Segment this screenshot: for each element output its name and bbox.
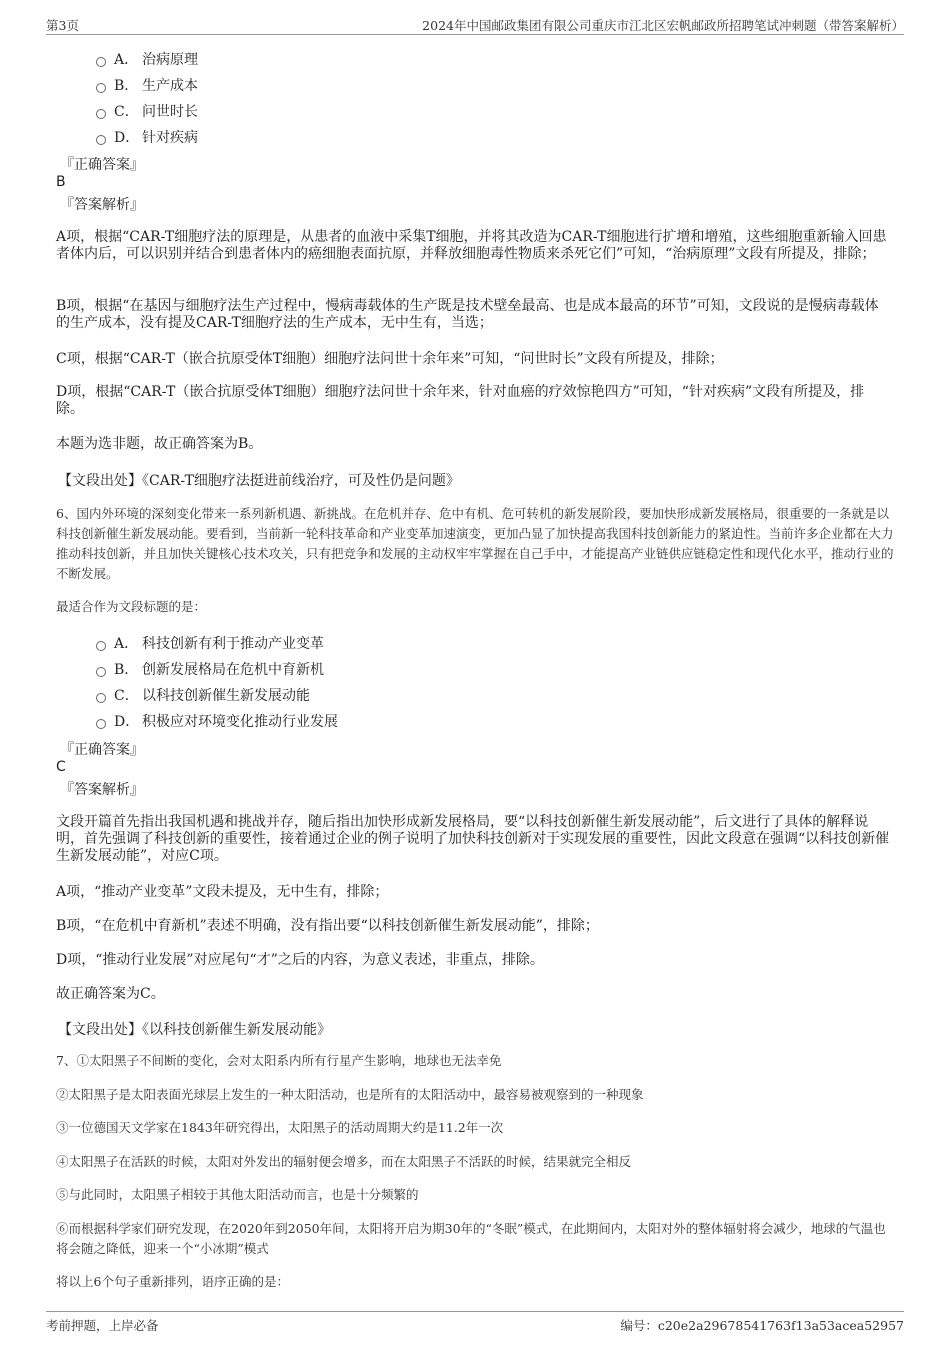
footer-slogan: 考前押题，上岸必备 — [46, 1318, 159, 1333]
q6-prompt: 最适合作为文段标题的是： — [56, 599, 207, 614]
q5-option-b[interactable]: B． 生产成本 — [96, 72, 856, 98]
document-code: 编号：c20e2a29678541763f13a53acea52957 — [620, 1318, 904, 1333]
radio-icon[interactable] — [96, 641, 106, 651]
q5-answer-label: 『正确答案』 — [60, 157, 144, 173]
radio-icon[interactable] — [96, 83, 106, 93]
q5-analysis-d: D项，根据“CAR-T（嵌合抗原受体T细胞）细胞疗法问世十余年来，针对血癌的疗效惊艳四方”可知，“针对疾病”文段有所提及，排除。 — [56, 384, 865, 417]
radio-icon[interactable] — [96, 693, 106, 703]
page-number: 第3页 — [46, 18, 79, 33]
q6-analysis-b: B项，“在危机中育新机”表述不明确，没有指出要“以科技创新催生新发展动能”，排除； — [56, 918, 599, 934]
q5-analysis-c: C项，根据“CAR-T（嵌合抗原受体T细胞）细胞疗法问世十余年来”可知，“问世时长”文段有所提及，排除； — [56, 351, 724, 367]
q6-option-c[interactable]: C． 以科技创新催生新发展动能 — [96, 682, 856, 708]
q6-source: 【文段出处】《以科技创新催生新发展动能》 — [58, 1022, 331, 1038]
q6-answer: C — [56, 759, 66, 775]
q5-option-a[interactable]: A． 治病原理 — [96, 46, 856, 72]
radio-icon[interactable] — [96, 667, 106, 677]
q7-sentence-3: ③一位德国天文学家在1843年研究得出，太阳黑子的活动周期大约是11.2年一次 — [56, 1120, 504, 1135]
radio-icon[interactable] — [96, 109, 106, 119]
q6-option-b[interactable]: B． 创新发展格局在危机中育新机 — [96, 656, 856, 682]
document-title: 2024年中国邮政集团有限公司重庆市江北区宏帆邮政所招聘笔试冲刺题（带答案解析） — [422, 18, 904, 33]
q7-sentence-4: ④太阳黑子在活跃的时候，太阳对外发出的辐射便会增多，而在太阳黑子不活跃的时候，结果就完全相反 — [56, 1154, 632, 1169]
page-footer — [46, 1311, 904, 1336]
q6-analysis-label: 『答案解析』 — [60, 782, 144, 798]
radio-icon[interactable] — [96, 719, 106, 729]
page-header — [46, 14, 904, 35]
q6-analysis-d: D项，“推动行业发展”对应尾句“才”之后的内容，为意义表述，非重点，排除。 — [56, 952, 544, 968]
q5-source: 【文段出处】《CAR-T细胞疗法挺进前线治疗，可及性仍是问题》 — [58, 473, 460, 489]
q6-option-d[interactable]: D． 积极应对环境变化推动行业发展 — [96, 708, 856, 734]
q6-option-a[interactable]: A． 科技创新有利于推动产业变革 — [96, 630, 856, 656]
q5-conclusion: 本题为选非题，故正确答案为B。 — [56, 436, 263, 452]
radio-icon[interactable] — [96, 135, 106, 145]
q5-option-d[interactable]: D． 针对疾病 — [96, 124, 856, 150]
q5-options — [96, 46, 856, 150]
q6-conclusion: 故正确答案为C。 — [56, 986, 165, 1002]
q6-options — [96, 630, 856, 734]
q7-sentence-1: 7、①太阳黑子不间断的变化，会对太阳系内所有行星产生影响，地球也无法幸免 — [56, 1053, 502, 1068]
q5-analysis-label: 『答案解析』 — [60, 197, 144, 213]
q6-answer-label: 『正确答案』 — [60, 742, 144, 758]
q7-prompt: 将以上6个句子重新排列，语序正确的是： — [56, 1274, 289, 1289]
q6-analysis-main: 文段开篇首先指出我国机遇和挑战并存，随后指出加快形成新发展格局，要“以科技创新催生新发展动能”，后文进行了具体的解释说明，首先强调了科技创新的重要性，接着通过企业的例子说明了加快科技创新对于实现发展的重要性，因此文段意在强调“以科技创新催生新发展动能”，对应C项。 — [56, 814, 890, 864]
q5-answer: B — [56, 174, 66, 190]
q7-sentence-2: ②太阳黑子是太阳表面光球层上发生的一种太阳活动，也是所有的太阳活动中，最容易被观察到的一种现象 — [56, 1087, 644, 1102]
radio-icon[interactable] — [96, 57, 106, 67]
q7-sentence-6: ⑥而根据科学家们研究发现，在2020年到2050年间，太阳将开启为期30年的“冬眠”模式，在此期间内，太阳对外的整体辐射将会减少，地球的气温也将会随之降低，迎来一个“小冰期”模式 — [56, 1221, 886, 1256]
q5-analysis-a: A项，根据“CAR-T细胞疗法的原理是，从患者的血液中采集T细胞，并将其改造为CAR-T细胞进行扩增和增殖，这些细胞重新输入回患者体内后，可以识别并结合到患者体内的癌细胞表面抗原，并释放细胞毒性物质来杀死它们”可知，“治病原理”文段有所提及，排除； — [56, 229, 887, 262]
q5-analysis-b: B项，根据“在基因与细胞疗法生产过程中，慢病毒载体的生产既是技术壁垒最高、也是成本最高的环节”可知，文段说的是慢病毒载体的生产成本，没有提及CAR-T细胞疗法的生产成本，无中生有，当选； — [56, 298, 879, 331]
q7-sentence-5: ⑤与此同时，太阳黑子相较于其他太阳活动而言，也是十分频繁的 — [56, 1187, 419, 1202]
q5-option-c[interactable]: C． 问世时长 — [96, 98, 856, 124]
q6-analysis-a: A项，“推动产业变革”文段未提及，无中生有，排除； — [56, 884, 389, 900]
q6-stem: 6、国内外环境的深刻变化带来一系列新机遇、新挑战。在危机并存、危中有机、危可转机的新发展阶段，要加快形成新发展格局，很重要的一条就是以科技创新催生新发展动能。要看到，当前新一轮科技革命和产业变革加速演变，更加凸显了加快提高我国科技创新能力的紧迫性。当前许多企业都在大力推动科技创新，并且加快关键核心技术攻关，只有把竞争和发展的主动权牢牢掌握在自己手中，才能提高产业链供应链稳定性和现代化水平，推动行业的不断发展。 — [56, 506, 894, 581]
